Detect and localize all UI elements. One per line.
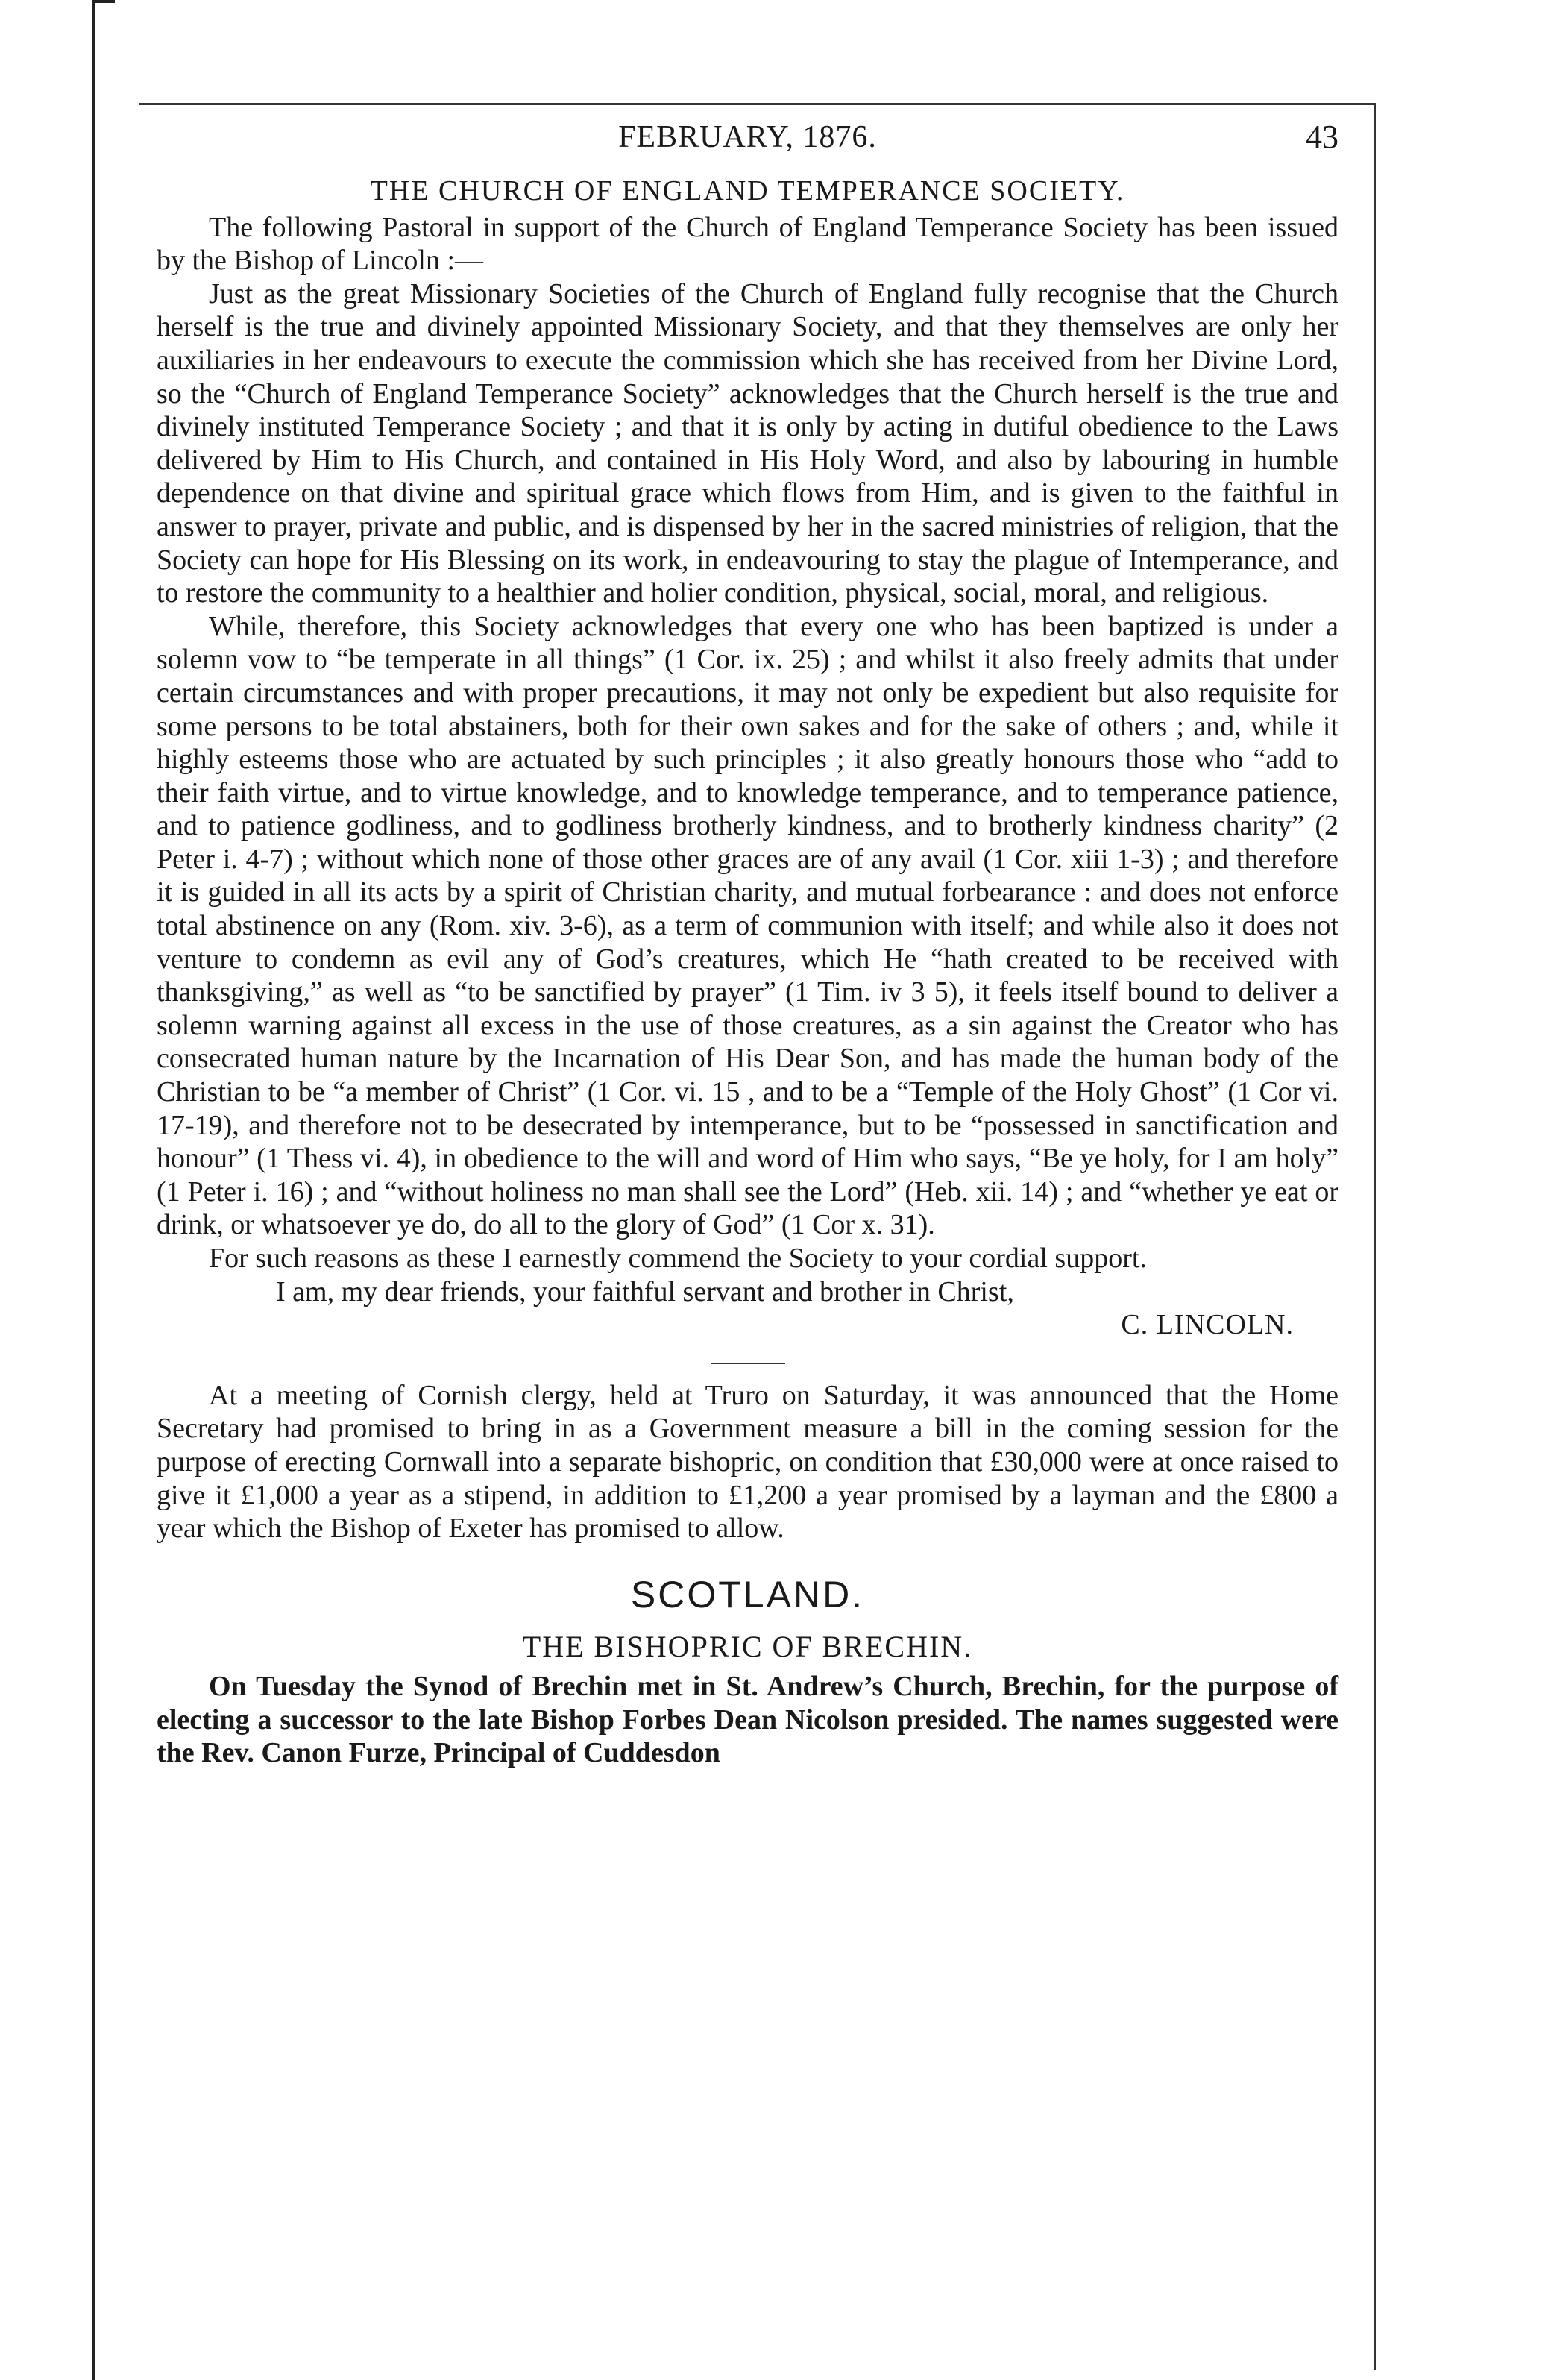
left-margin-rule [92,0,95,2380]
article-paragraph-3: For such reasons as these I earnestly commend the Society to your cordial support. [209,1243,1147,1274]
page-number: 43 [1306,119,1338,155]
section-divider [711,1363,785,1364]
article-intro: The following Pastoral in support of the Church of England Temperance Society has been issued by the Bishop of Lincoln :— [157,211,1338,277]
article-paragraph-2: While, therefore, this Society acknowledges that every one who has been baptized is under a solemn vow to “be temperate in all things” (1 Cor. ix. 25) ; and whilst it also freely admits that under certain circumstances and with proper precautions, it may not only be expedient but also requisite for some persons to be total abstainers, both for their own sakes and for the sake of others ; and, while it highly esteems those who are actuated by such principles ; it also greatly honours those who “add to their faith virtue, and to virtue knowledge, and to knowledge temperance, and to temperance patience, and to patience godliness, and to godliness brotherly kindness, and to brotherly kindness charity” (2 Peter i. 4-7) ; without which none of those other graces are of any avail (1 Cor. xiii 1-3) ; and therefore it is guided in all its acts by a spirit of Christian charity, and mutual forbearance : and does not enforce total abstinence on any (Rom. xiv. 3-6), as a term of communion with itself; and while also it does not venture to condemn as evil any of God’s creatures, which He “hath created to be received with thanksgiving,” as well as “to be sanctified by prayer” (1 Tim. iv 3 5), it feels itself bound to deliver a solemn warning against all excess in the use of those creatures, as a sin against the Creator who has consecrated human nature by the Incarnation of His Dear Son, and has made the human body of the Christian to be “a member of Christ” (1 Cor. vi. 15 , and to be a “Temple of the Holy Ghost” (1 Cor vi. 17-19), and therefore not to be desecrated by intemperance, but to be “possessed in sanctification and honour” (1 Thess vi. 4), in obedience to the will and word of Him who says, “Be ye holy, for I am holy” (1 Peter i. 16) ; and “without holiness no man shall see the Lord” (Heb. xii. 14) ; and “whether ye eat or drink, or whatsoever ye do, do all to the glory of God” (1 Cor x. 31). [157,610,1338,1241]
article-title: THE CHURCH OF ENGLAND TEMPERANCE SOCIETY. [370,175,1125,207]
letter-closing: I am, my dear friends, your faithful servant and brother in Christ, [276,1275,1014,1307]
signature: C. LINCOLN. [1121,1309,1294,1341]
running-header [157,112,1338,164]
top-frame-rule [139,103,1375,105]
section-heading: SCOTLAND. [630,1573,865,1616]
news-paragraph-cornwall: At a meeting of Cornish clergy, held at Truro on Saturday, it was announced that the Home Secretary had promised to bring in as a Government measure a bill in the coming session for the purpose of erecting Cornwall into a separate bishopric, on condition that £30,000 were at once raised to give it £1,000 a year as a stipend, in addition to £1,200 a year promised by a layman and the £800 a year which the Bishop of Exeter has promised to allow. [157,1379,1338,1545]
right-frame-rule [1374,103,1376,2370]
header-date: FEBRUARY, 1876. [618,120,877,154]
news-paragraph-brechin: On Tuesday the Synod of Brechin met in St. Andrew’s Church, Brechin, for the purpose of electing a successor to the late Bishop Forbes Dean Nicolson presided. The names suggested were the Rev. Canon Furze, Principal of Cuddesdon [157,1670,1338,1769]
section-subheading: THE BISHOPRIC OF BRECHIN. [522,1630,973,1664]
article-paragraph-1: Just as the great Missionary Societies of the Church of England fully recognise that the Church herself is the true and divinely appointed Missionary Society, and that they themselves are only her auxiliaries in her endeavours to execute the commission which she has received from her Divine Lord, so the “Church of England Temperance Society” acknowledges that the Church herself is the true and divinely instituted Temperance Society ; and that it is only by acting in dutiful obedience to the Laws delivered by Him to His Church, and contained in His Holy Word, and also by labouring in humble dependence on that divine and spiritual grace which flows from Him, and is given to the faithful in answer to prayer, private and public, and is dispensed by her in the sacred ministries of religion, that the Society can hope for His Blessing on its work, in endeavouring to stay the plague of Intemperance, and to restore the community to a healthier and holier condition, physical, social, moral, and religious. [157,277,1338,609]
page-content [157,112,1338,1770]
top-left-corner-mark [92,0,115,3]
